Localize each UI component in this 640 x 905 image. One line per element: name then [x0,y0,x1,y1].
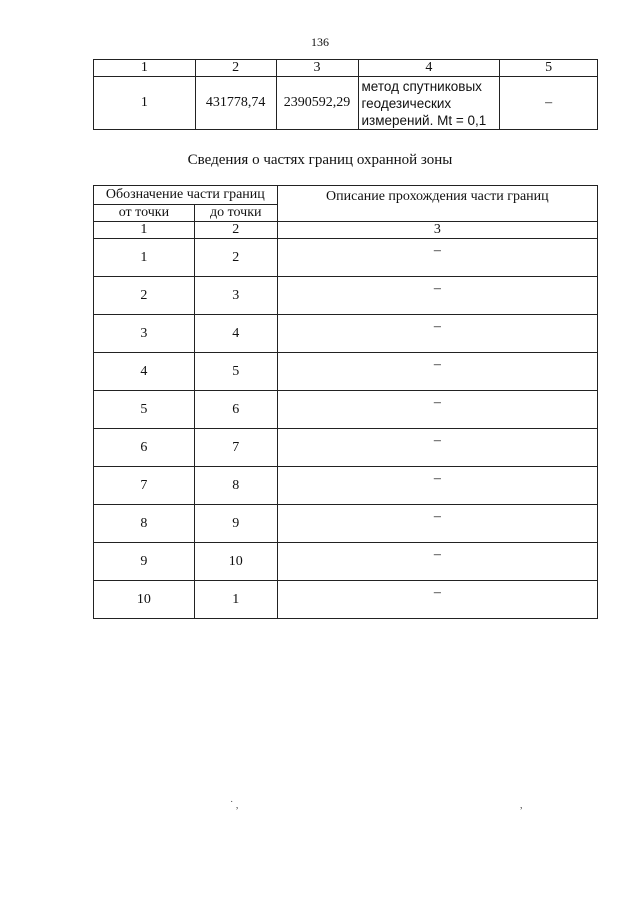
to-point-cell: 10 [194,543,277,581]
table-row [94,505,598,543]
header-from-cell: от точки [94,205,195,222]
page-number: 136 [311,35,329,49]
to-point-cell: 6 [194,391,277,429]
column-number-cell: 1 [94,222,195,239]
boundary-parts-table [93,185,598,619]
description-cell: – [277,391,597,429]
header-cell: 4 [358,60,500,77]
table-row [94,581,598,619]
from-point-cell: 5 [94,391,195,429]
to-point-cell: 9 [194,505,277,543]
from-point-cell: 7 [94,467,195,505]
from-point-cell: 2 [94,277,195,315]
description-cell: – [277,581,597,619]
to-point-cell: 7 [194,429,277,467]
from-point-cell: 9 [94,543,195,581]
to-point-cell: 1 [194,581,277,619]
description-cell: – [277,353,597,391]
table-row [94,467,598,505]
description-cell: – [277,543,597,581]
column-number-cell: 3 [277,222,597,239]
table-row [94,543,598,581]
to-point-cell: 3 [194,277,277,315]
description-cell: – [277,277,597,315]
notes-cell: – [500,77,598,130]
description-cell: – [277,239,597,277]
header-cell: 2 [195,60,276,77]
header-cell: 3 [276,60,358,77]
header-description-cell: Описание прохождения части границ [277,186,597,222]
coordinate-x: 431778,74 [195,77,276,130]
from-point-cell: 4 [94,353,195,391]
method-line: метод спутниковых [361,78,482,94]
header-to-cell: до точки [194,205,277,222]
table-row [94,277,598,315]
method-line: геодезических [361,95,452,111]
coordinates-table [93,59,598,130]
from-point-cell: 8 [94,505,195,543]
scan-speck: ˙ , [230,800,239,811]
parts-column-number-row [94,222,598,239]
table-row [94,315,598,353]
parts-header-row [94,186,598,205]
table-row [94,353,598,391]
coordinates-header-row [94,60,598,77]
table-row [94,239,598,277]
description-cell: – [277,315,597,353]
coordinate-y: 2390592,29 [276,77,358,130]
from-point-cell: 10 [94,581,195,619]
from-point-cell: 6 [94,429,195,467]
from-point-cell: 1 [94,239,195,277]
section-title: Сведения о частях границ охранной зоны [187,152,453,168]
header-cell: 1 [94,60,196,77]
point-number: 1 [94,77,196,130]
table-row [94,391,598,429]
to-point-cell: 8 [194,467,277,505]
table-row [94,429,598,467]
method-line: измерений. Mt = 0,1 [361,112,487,128]
description-cell: – [277,505,597,543]
description-cell: – [277,467,597,505]
description-cell: – [277,429,597,467]
method-cell [358,77,500,130]
scan-speck: , [520,800,523,811]
to-point-cell: 5 [194,353,277,391]
to-point-cell: 4 [194,315,277,353]
header-group-cell: Обозначение части границ [94,186,278,205]
from-point-cell: 3 [94,315,195,353]
column-number-cell: 2 [194,222,277,239]
header-cell: 5 [500,60,598,77]
coordinates-row [94,77,598,130]
to-point-cell: 2 [194,239,277,277]
